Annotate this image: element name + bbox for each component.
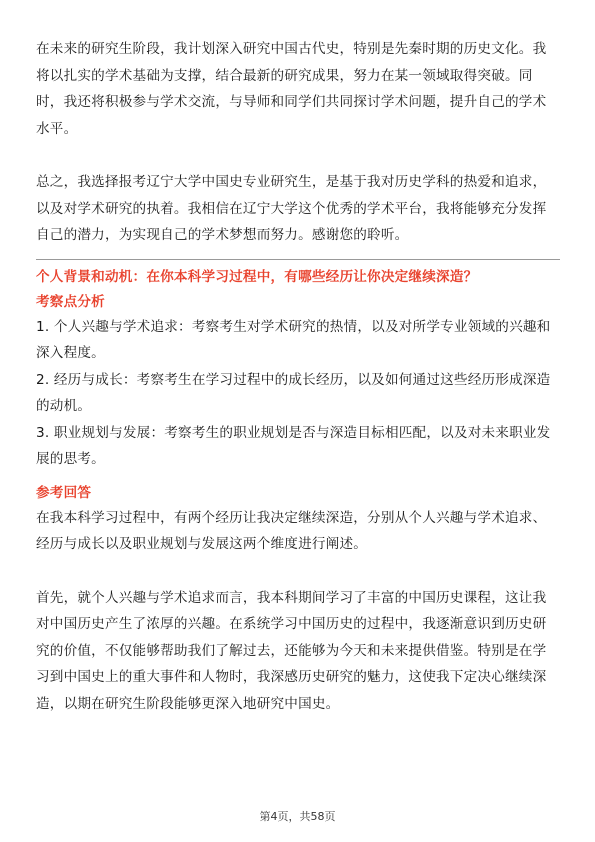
intro-paragraph-1: 在未来的研究生阶段，我计划深入研究中国古代史，特别是先秦时期的历史文化。我将以扎实的学术基础为支撑，结合最新的研究成果，努力在某一领域取得突破。同时，我还将积极参与学术交流，与导师和同学们共同探讨学术问题，提升自己的学术水平。 <box>36 41 547 137</box>
paragraph-gap <box>36 558 560 585</box>
answer-heading: 参考回答 <box>36 484 92 501</box>
page-content <box>36 36 560 717</box>
intro-paragraph-2: 总之，我选择报考辽宁大学中国史专业研究生，是基于我对历史学科的热爱和追求，以及对学术研究的执着。我相信在辽宁大学这个优秀的学术平台，我将能够充分发挥自己的潜力，为实现自己的学术梦想而努力。感谢您的聆听。 <box>36 174 547 243</box>
section-divider <box>36 259 560 260</box>
analysis-heading: 考察点分析 <box>36 293 105 310</box>
answer-paragraph-2: 首先，就个人兴趣与学术追求而言，我本科期间学习了丰富的中国历史课程，这让我对中国历史产生了浓厚的兴趣。在系统学习中国历史的过程中，我逐渐意识到历史研究的价值，不仅能够帮助我们了解过去，还能够为今天和未来提供借鉴。特别是在学习到中国史上的重大事件和人物时，我深感历史研究的魅力，这使我下定决心继续深造，以期在研究生阶段能够更深入地研究中国史。 <box>36 589 547 712</box>
question-heading: 个人背景和动机：在你本科学习过程中，有哪些经历让你决定继续深造？ <box>36 268 478 285</box>
analysis-item-3: 3. 职业规划与发展：考察考生的职业规划是否与深造目标相匹配，以及对未来职业发展的思考。 <box>36 424 551 467</box>
analysis-item-1: 1. 个人兴趣与学术追求：考察考生对学术研究的热情，以及对所学专业领域的兴趣和深入程度。 <box>36 318 551 361</box>
analysis-item-2: 2. 经历与成长：考察考生在学习过程中的成长经历，以及如何通过这些经历形成深造的动机。 <box>36 371 551 414</box>
answer-paragraph-1: 在我本科学习过程中，有两个经历让我决定继续深造，分别从个人兴趣与学术追求、经历与成长以及职业规划与发展这两个维度进行阐述。 <box>36 509 547 552</box>
paragraph-gap <box>36 142 560 169</box>
page-number: 第4页，共58页 <box>259 810 336 823</box>
